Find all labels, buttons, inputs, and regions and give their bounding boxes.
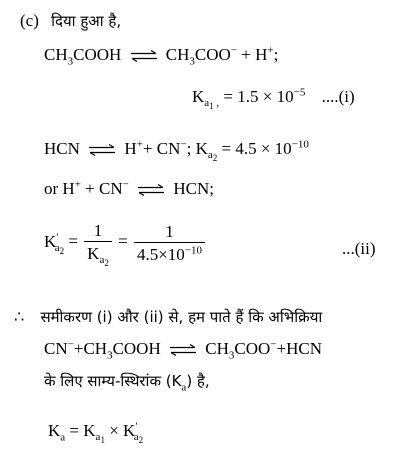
eq2-hcn: HCN [44, 139, 80, 158]
eq3-product: HCN; [173, 179, 214, 198]
final-ka1: = $K_{a_1}$ [69, 421, 105, 446]
eq4-plus: + [73, 339, 84, 358]
eq3-h: H+ [62, 178, 81, 198]
eq1-end: ; [273, 45, 279, 64]
eq4-plus-2: + [276, 339, 287, 358]
eq1-product-a: $CH_3COO^-$ [165, 44, 238, 68]
part-label: (c) [20, 11, 39, 30]
eq2-cn: CN− [156, 138, 187, 158]
eq4-reactant: $CH_3COOH$ [83, 339, 161, 362]
eq4-product: $CH_3COO^-$ [205, 338, 277, 362]
therefore-symbol: ∴ [14, 307, 25, 326]
ka2-prime-line [44, 221, 207, 269]
eq4-hcn: HCN [286, 339, 322, 358]
ka1-line [192, 86, 355, 112]
eq1-reactant: $CH_3COOH$ [44, 45, 122, 68]
equation-3 [44, 180, 214, 197]
eq1-product-b: H+ [255, 44, 274, 64]
equilibrium-arrow-icon [137, 184, 165, 196]
conclusion-line [14, 308, 322, 325]
equilibrium-constant-text: के लिए साम्य-स्थिरांक $(K_a)$ है, [44, 372, 210, 394]
ka1-symbol: $K_{a_1 ,}$ [192, 87, 220, 112]
given-text: दिया हुआ है, [51, 12, 122, 30]
eq-tag-ii: ...(ii) [342, 239, 376, 258]
fraction-one-over-ka2: $\frac{1}{K_{a_2}}$ [84, 222, 112, 264]
equilibrium-arrow-icon [169, 344, 197, 356]
eq4-cn: CN− [44, 338, 74, 358]
eq2-h: H+ [124, 138, 143, 158]
equilibrium-arrow-icon [130, 50, 158, 62]
fraction-numeric: $\frac{1}{4.5\times 10^{-10}}$ [134, 223, 205, 263]
equation-2 [44, 138, 309, 164]
ka1-value: = $1.5 \times 10^{-5}$ [223, 86, 306, 106]
eq2-plus: + [142, 139, 153, 158]
eq3-plus: + [85, 179, 95, 198]
eq1-plus: + [241, 45, 251, 64]
equation-4 [44, 338, 322, 362]
ka2prime-symbol: $K'_{a_2}$ [44, 231, 65, 257]
equilibrium-arrow-icon [88, 144, 116, 156]
ka2prime-eq-2: = [118, 231, 128, 251]
final-ka2prime: × $K'_{a_2}$ [109, 420, 144, 446]
final-equation [48, 420, 144, 446]
final-ka: $K_a$ [48, 421, 66, 444]
ka2-value: = $4.5 \times 10^{-10}$ [221, 138, 309, 158]
eq-tag-i: ....(i) [321, 87, 355, 106]
eq2-sep: ; [186, 139, 192, 158]
equation-1 [44, 44, 279, 68]
conclusion-text: समीकरण (i) और (ii) से, हम पाते हैं कि अभिक्रिया [40, 308, 323, 326]
eq3-or: or [44, 179, 59, 198]
heading-line [20, 12, 121, 29]
eq3-cn: CN− [99, 178, 129, 198]
ka2prime-eq: = [68, 231, 78, 251]
ka2-symbol: $K_{a_2}$ [195, 139, 218, 164]
